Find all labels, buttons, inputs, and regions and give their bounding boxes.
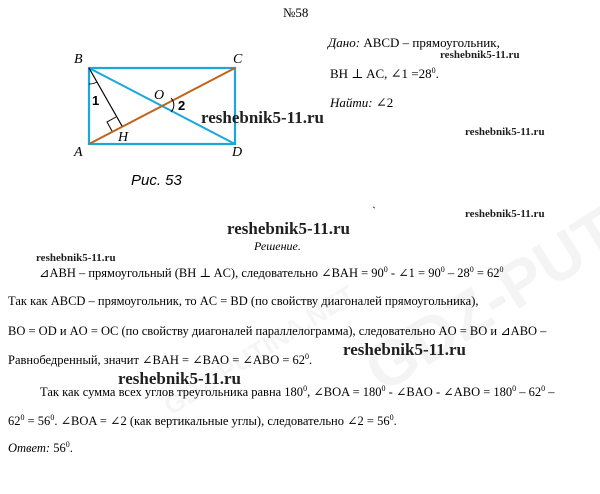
solution-line-6: $62^0 = 56^0$. ∠BOA = ∠2 (как вертикальные углы), следовательно ∠2 = $56^0$. — [8, 413, 397, 428]
site-watermark: reshebnik5-11.ru — [201, 108, 324, 127]
site-watermark: reshebnik5-11.ru — [465, 208, 545, 220]
answer-label: Ответ: — [8, 441, 51, 455]
site-watermark: reshebnik5-11.ru — [440, 49, 520, 61]
site-watermark: reshebnik5-11.ru — [118, 369, 241, 388]
right-angle-marker — [107, 117, 116, 131]
given-line-2: BH ⊥ AC, ∠1 $=28^0$. — [330, 66, 439, 81]
given-label: Дано: — [328, 35, 361, 50]
site-watermark: reshebnik5-11.ru — [343, 340, 466, 359]
given-text: ABCD – прямоугольник, — [363, 35, 500, 50]
answer-value: 56 — [50, 441, 66, 455]
solution-line-5: Так как сумма всех углов треугольника равна $180^0$, ∠BOA = $180^0$ - ∠BAO - ∠ABO = $180^0 - 62^0$ – — [40, 384, 555, 399]
answer-line: Ответ: $56^0$. — [8, 440, 73, 455]
angle-2-label: 2 — [178, 98, 186, 113]
angle-1-label: 1 — [92, 93, 100, 108]
point-h-label: H — [118, 130, 129, 145]
point-o-label: O — [154, 88, 165, 103]
point-b-label: B — [74, 52, 83, 67]
problem-number: №58 — [283, 5, 309, 20]
solution-line-4: Равнобедренный, значит ∠BAH = ∠BAO = ∠ABO = $62^0$. — [8, 352, 313, 367]
solution-line-3: BO = OD и AO = OC (по свойству диагоналей параллелограмма), следовательно AO = BO и ⊿ABO – — [8, 324, 547, 338]
find-text: ∠2 — [375, 95, 394, 110]
point-d-label: D — [232, 145, 243, 160]
site-watermark: reshebnik5-11.ru — [36, 252, 116, 264]
solution-line-2: Так как ABCD – прямоугольник, то AC = BD (по свойству диагоналей прямоугольника), — [8, 294, 479, 308]
stray-mark: ` — [372, 204, 376, 218]
site-watermark: reshebnik5-11.ru — [465, 126, 545, 138]
solution-line-1: ⊿ABH – прямоугольный (BH ⊥ AC), следовательно ∠BAH = $90^0$ - ∠1 = $90^0 - 28^0 = 62^0$ — [39, 265, 504, 280]
point-a-label: A — [74, 145, 83, 160]
figure-caption: Рис. 53 — [131, 172, 182, 189]
point-c-label: C — [233, 52, 243, 67]
angle-1-arc — [89, 82, 97, 84]
solution-heading: Решение. — [254, 239, 301, 253]
site-watermark: reshebnik5-11.ru — [227, 219, 350, 238]
find-label: Найти: — [330, 95, 373, 110]
find-line — [330, 95, 393, 111]
